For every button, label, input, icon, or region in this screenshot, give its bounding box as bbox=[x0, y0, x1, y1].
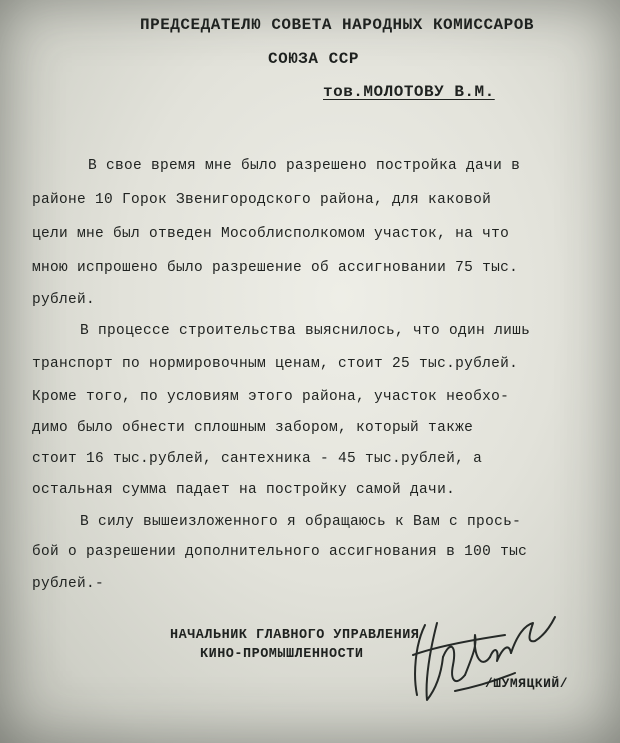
text-line: мною испрошено было разрешение об ассигновании 75 тыс. bbox=[32, 260, 519, 276]
text-line: рублей.- bbox=[32, 576, 105, 592]
addressee-country: СОЮЗА ССР bbox=[268, 50, 359, 68]
addressee-name: тов.МОЛОТОВУ В.М. bbox=[323, 83, 495, 101]
signatory-title-line2: КИНО-ПРОМЫШЛЕННОСТИ bbox=[200, 647, 364, 662]
text-line: бой о разрешении дополнительного ассигнования в 100 тыс bbox=[32, 544, 528, 560]
addressee-title: ПРЕДСЕДАТЕЛЮ СОВЕТА НАРОДНЫХ КОМИССАРОВ bbox=[140, 16, 534, 34]
text-line: районе 10 Горок Звенигородского района, для каковой bbox=[32, 192, 492, 208]
text-line: Кроме того, по условиям этого района, участок необхо- bbox=[32, 389, 510, 405]
text-line: В свое время мне было разрешено постройка дачи в bbox=[88, 158, 521, 174]
text-line: стоит 16 тыс.рублей, сантехника - 45 тыс.рублей, а bbox=[32, 451, 483, 467]
handwritten-signature bbox=[395, 595, 575, 715]
text-line: остальная сумма падает на постройку самой дачи. bbox=[32, 482, 456, 498]
signatory-name: /ШУМЯЦКИЙ/ bbox=[485, 676, 569, 691]
text-line: рублей. bbox=[32, 292, 96, 308]
text-line: димо было обнести сплошным забором, который также bbox=[32, 420, 474, 436]
text-line: В процессе строительства выяснилось, что один лишь bbox=[80, 323, 531, 339]
text-line: транспорт по нормировочным ценам, стоит 25 тыс.рублей. bbox=[32, 356, 519, 372]
text-line: В силу вышеизложенного я обращаюсь к Вам с прось- bbox=[80, 514, 522, 530]
signatory-title-line1: НАЧАЛЬНИК ГЛАВНОГО УПРАВЛЕНИЯ bbox=[170, 628, 420, 643]
text-line: цели мне был отведен Мособлисполкомом участок, на что bbox=[32, 226, 510, 242]
